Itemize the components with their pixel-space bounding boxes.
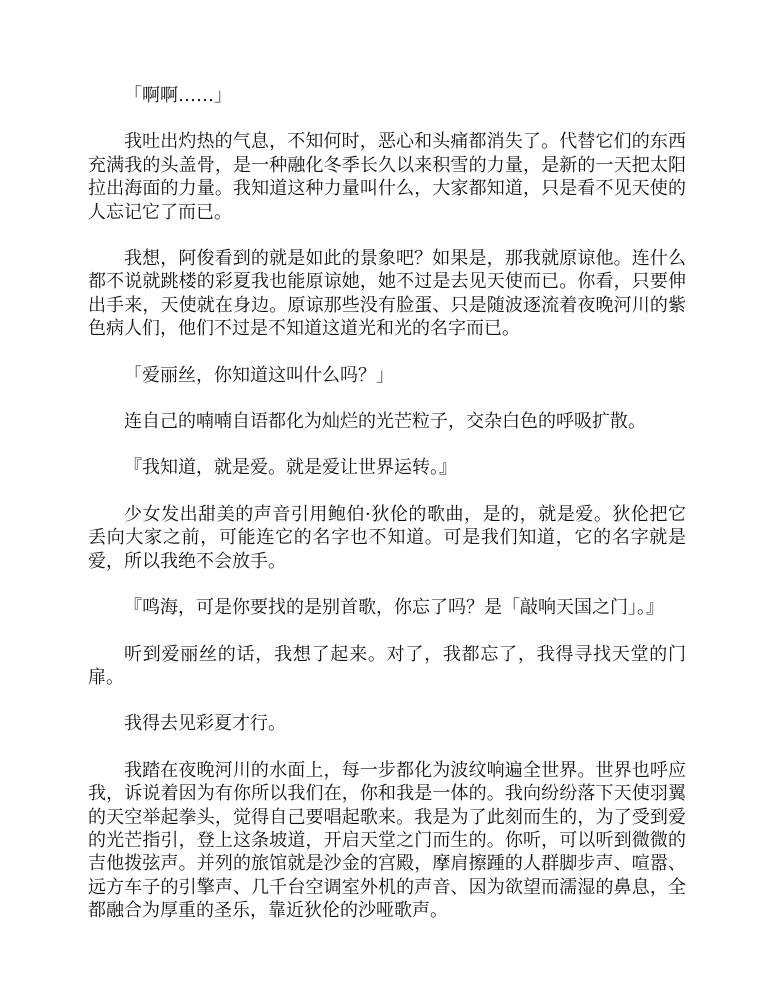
paragraph: 连自己的喃喃自语都化为灿烂的光芒粒子，交杂白色的呼吸扩散。 xyxy=(124,411,646,433)
paragraph: 我想，阿俊看到的就是如此的景象吧？如果是，那我就原谅他。连什么都不说就跳楼的彩夏我也能原谅她，她不过是去见天使而已。你看，只要伸出手来，天使就在身边。原谅那些没有脸蛋、只是随波逐流着夜晚河川的紫色病人们，他们不过是不知道这道光和光的名字而已。 xyxy=(88,248,686,340)
paragraph: 少女发出甜美的声音引用鲍伯·狄伦的歌曲，是的，就是爱。狄伦把它丢向大家之前，可能连它的名字也不知道。可是我们知道，它的名字就是爱，所以我绝不会放手。 xyxy=(88,503,686,572)
paragraph: 「爱丽丝，你知道这叫什么吗？」 xyxy=(124,364,394,386)
paragraph: 我踏在夜晚河川的水面上，每一步都化为波纹响遍全世界。世界也呼应我，诉说着因为有你所以我们在，你和我是一体的。我向纷纷落下天使羽翼的天空举起拳头，觉得自己要唱起歌来。我是为了此刻而生的，为了受到爱的光芒指引，登上这条坡道，开启天堂之门而生的。你听，可以听到微微的吉他拨弦声。并列的旅馆就是沙金的宫殿，摩肩擦踵的人群脚步声、喧嚣、远方车子的引擎声、几千台空调室外机的声音、因为欲望而濡湿的鼻息，全都融合为厚重的圣乐，靠近狄伦的沙哑歌声。 xyxy=(88,759,686,922)
paragraph: 我吐出灼热的气息，不知何时，恶心和头痛都消失了。代替它们的东西充满我的头盖骨，是一种融化冬季长久以来积雪的力量，是新的一天把太阳拉出海面的力量。我知道这种力量叫什么，大家都知道，只是看不见天使的人忘记它了而已。 xyxy=(88,131,686,223)
paragraph: 我得去见彩夏才行。 xyxy=(124,713,286,735)
paragraph: 「啊啊……」 xyxy=(124,85,232,106)
paragraph: 『鸣海，可是你要找的是别首歌，你忘了吗？是「敲响天国之门」。』 xyxy=(124,597,664,619)
text-body xyxy=(88,84,686,946)
paragraph: 『我知道，就是爱。就是爱让世界运转。』 xyxy=(124,457,457,479)
paragraph: 听到爱丽丝的话，我想了起来。对了，我都忘了，我得寻找天堂的门扉。 xyxy=(88,643,686,688)
